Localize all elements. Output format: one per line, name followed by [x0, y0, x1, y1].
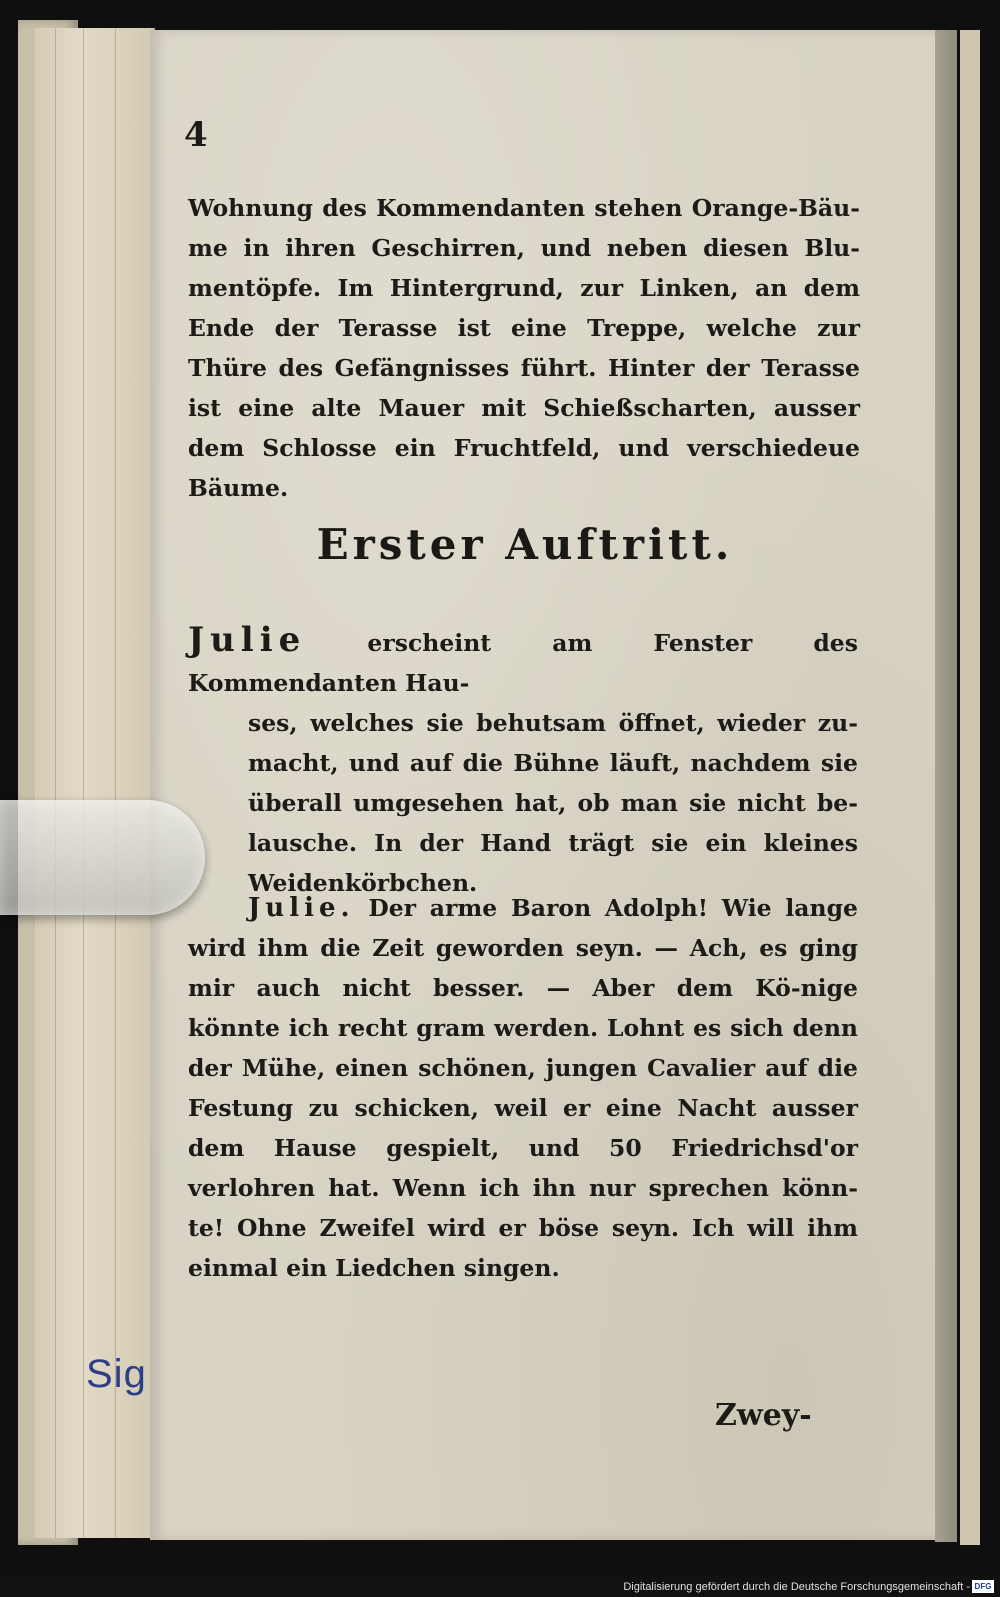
dfg-logo-icon: DFG: [972, 1580, 994, 1593]
page-number: 4: [184, 115, 208, 155]
stage-direction: [188, 620, 858, 903]
footer-bar: [0, 1575, 1000, 1597]
speech-block: [188, 888, 858, 1288]
right-strip: [960, 30, 980, 1545]
catchword: Zwey-: [715, 1398, 812, 1433]
left-page-stack: [35, 28, 155, 1538]
page-edge: [935, 30, 957, 1542]
speech-speaker: Julie.: [248, 893, 355, 923]
page-clip: [0, 800, 205, 915]
signature-label: Sig: [86, 1352, 147, 1396]
speech-text: Der arme Baron Adolph! Wie lange wird ihm die Zeit geworden seyn. — Ach, es ging mir auch nicht besser. — Aber dem Kö-nige könnte ich recht gram werden. Lohnt es sich denn der Mühe, einen schönen, jungen Cavalier auf die Festung zu schicken, weil er eine Nacht ausser dem Hause gespielt, und 50 Friedrichsd'or verlohren hat. Wenn ich ihn nur sprechen könn-te! Ohne Zweifel wird er böse seyn. Ich will ihm einmal ein Liedchen singen.: [188, 894, 858, 1282]
scene-title: Erster Auftritt.: [316, 520, 734, 569]
stage-direction-rest: ses, welches sie behutsam öffnet, wieder zu-macht, und auf die Bühne läuft, nachdem sie überall umgesehen hat, ob man sie nicht be-lausche. In der Hand trägt sie ein kleines Weidenkörbchen.: [248, 709, 858, 897]
stage-direction-speaker: Julie: [188, 620, 307, 660]
stage-direction-first-line: erscheint am Fenster des Kommendanten Hau-: [188, 629, 858, 697]
intro-paragraph: Wohnung des Kommendanten stehen Orange-Bäu-me in ihren Geschirren, und neben diesen Blu-mentöpfe. Im Hintergrund, zur Linken, an dem Ende der Terasse ist eine Treppe, welche zur Thüre des Gefängnisses führt. Hinter der Terasse ist eine alte Mauer mit Schießscharten, ausser dem Schlosse ein Fruchtfeld, und verschiedeue Bäume.: [188, 194, 860, 502]
footer-credit: Digitalisierung gefördert durch die Deutsche Forschungsgemeinschaft -: [623, 1581, 970, 1593]
